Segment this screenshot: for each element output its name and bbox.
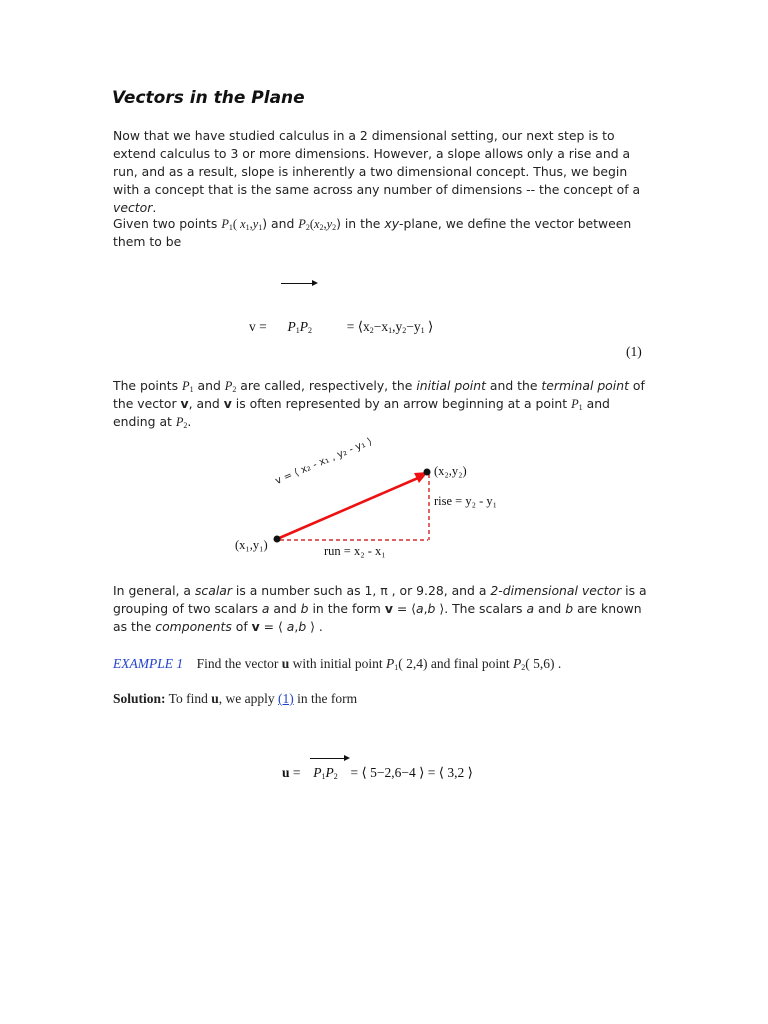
sub: 2 xyxy=(319,223,324,232)
sub: 2 xyxy=(305,223,310,232)
terminal-point-dot xyxy=(424,469,431,476)
given-text: -plane, we define the vector between them to be xyxy=(113,216,632,249)
v-symbol: v xyxy=(180,396,189,411)
example-text: ( 2,4) and final point xyxy=(398,656,513,671)
handwritten-vector-label: v = ⟨ x₂ - x₁ , y₂ - y₁ ⟩ xyxy=(273,436,374,487)
points-text: The points xyxy=(113,378,182,393)
solution-label: Solution: xyxy=(113,691,166,706)
terminal-point-term: terminal point xyxy=(541,378,629,393)
2d-vector-term: 2-dimensional vector xyxy=(490,583,622,598)
eq2-p2: P xyxy=(325,765,334,780)
eq2-rhs: = ⟨ 5−2,6−4 ⟩ = ⟨ 3,2 ⟩ xyxy=(350,765,473,780)
eq1-rhs-part: −x xyxy=(373,319,389,334)
solution-text: To find xyxy=(165,691,212,706)
vector-arrowhead-icon xyxy=(344,755,350,761)
p1-symbol: P xyxy=(571,397,579,411)
vector-arrow-line xyxy=(281,283,313,284)
vector-arrow-line-2 xyxy=(310,758,345,759)
sub: 2 xyxy=(308,326,312,335)
given-text: ) in the xyxy=(336,216,385,231)
example-1 xyxy=(113,655,653,673)
vector-arrowhead-icon xyxy=(312,280,318,286)
points-text: of the vector xyxy=(113,378,645,411)
initial-point-dot xyxy=(274,536,281,543)
p1-symbol: P xyxy=(386,656,395,671)
eq1-rhs-part: = ⟨x xyxy=(346,319,370,334)
eq1-rhs-part: ,y xyxy=(392,319,403,334)
given-text: , xyxy=(323,217,327,231)
sub: 2 xyxy=(232,385,237,394)
a-symbol: a xyxy=(526,601,535,616)
eq1-p2: P xyxy=(299,319,308,334)
general-text: is a grouping of two scalars xyxy=(113,583,647,616)
points-text: . xyxy=(187,414,192,429)
given-text: ( xyxy=(309,217,314,231)
vector-diagram xyxy=(220,436,540,570)
terminal-point-label: (x₂,y₂) xyxy=(434,464,467,478)
general-text: and xyxy=(269,601,301,616)
points-text: is often represented by an arrow beginning at a point xyxy=(231,396,572,411)
example-text: with initial point xyxy=(289,656,386,671)
initial-point-term: initial point xyxy=(416,378,486,393)
sub: 1 xyxy=(245,223,250,232)
x2-symbol: x xyxy=(313,217,320,231)
sub: 2 xyxy=(369,326,374,335)
components-term: components xyxy=(155,619,232,634)
eq1-p1: P xyxy=(287,319,296,334)
run-label: run = x₂ - x₁ xyxy=(324,544,386,558)
sub: 1 xyxy=(258,223,263,232)
points-text: and xyxy=(193,378,225,393)
p1-symbol: P xyxy=(181,379,190,393)
general-text: In general, a xyxy=(113,583,195,598)
p2-symbol: P xyxy=(175,415,184,429)
given-text: Given two points xyxy=(113,216,222,231)
general-text: , xyxy=(294,619,299,634)
y2-symbol: y xyxy=(326,217,333,231)
general-text: of xyxy=(231,619,252,634)
u-symbol: u xyxy=(281,656,290,671)
sub: 2 xyxy=(521,663,526,672)
general-text: = ⟨ xyxy=(259,619,287,634)
p2-symbol: P xyxy=(512,656,522,671)
sub: 2 xyxy=(332,223,337,232)
general-text: ⟩ . xyxy=(306,619,323,634)
general-text: is a number such as 1, xyxy=(231,583,381,598)
points-paragraph xyxy=(113,377,653,431)
equation-1 xyxy=(249,319,433,335)
a-symbol: a xyxy=(416,601,424,616)
eq1-lhs: v = xyxy=(249,319,267,334)
intro-end: . xyxy=(152,200,157,215)
general-text: are known as the xyxy=(113,601,642,634)
solution xyxy=(113,690,653,708)
rise-label: rise = y₂ - y₁ xyxy=(434,494,497,508)
intro-text: Now that we have studied calculus in a 2 dimensional setting, our next step is to extend calculus to 3 or more dimensions. However, a slope allows only a rise and a run, and as a result, slope is inherently a two dimensional concept. Thus, we begin with a concept that is the same across any number of dimensions -- the concept of a xyxy=(113,128,641,197)
v-symbol: v xyxy=(223,396,232,411)
x1-symbol: x xyxy=(240,217,246,231)
sub: 1 xyxy=(295,326,300,335)
sub: 1 xyxy=(189,385,194,394)
eq2-equals: = xyxy=(289,765,304,780)
vector-arrow-line xyxy=(277,478,418,539)
intro-paragraph xyxy=(113,127,653,217)
sub: 1 xyxy=(321,772,326,781)
general-text: , xyxy=(423,601,428,616)
v-symbol: v xyxy=(251,619,260,634)
b-symbol: b xyxy=(300,601,309,616)
eq1-rhs-part: ⟩ xyxy=(424,319,434,334)
eq1-rhs-part: −y xyxy=(406,319,421,334)
equation-1-link[interactable]: (1) xyxy=(277,691,294,706)
general-text: in the form xyxy=(308,601,385,616)
eq2-u: u xyxy=(282,765,290,780)
general-text: ⟩. The scalars xyxy=(435,601,527,616)
b-symbol: b xyxy=(565,601,574,616)
b-symbol: b xyxy=(298,619,307,634)
sub: 1 xyxy=(394,663,399,672)
pi-symbol: π xyxy=(380,583,388,598)
general-text: and xyxy=(534,601,566,616)
scalar-term: scalar xyxy=(194,583,232,598)
equation-number: (1) xyxy=(626,344,642,359)
v-symbol: v xyxy=(384,601,393,616)
example-text: Find the vector xyxy=(183,656,282,671)
eq1-rhs xyxy=(347,319,434,334)
sub: 1 xyxy=(388,326,393,335)
general-text: , or 9.28, and a xyxy=(387,583,491,598)
general-paragraph xyxy=(113,582,653,636)
given-text: , xyxy=(249,217,253,231)
page-title: Vectors in the Plane xyxy=(112,88,305,108)
eq2-p1: P xyxy=(313,765,322,780)
xy-term: xy xyxy=(384,216,400,231)
p1-symbol: P xyxy=(221,217,229,231)
initial-point-label: (x₁,y₁) xyxy=(235,538,268,552)
solution-text: , we apply xyxy=(218,691,278,706)
points-text: and the xyxy=(485,378,542,393)
equation-2 xyxy=(282,765,473,781)
vector-term: vector xyxy=(113,200,153,215)
points-text: and ending at xyxy=(113,396,610,429)
given-paragraph xyxy=(113,215,653,251)
solution-text: in the form xyxy=(293,691,358,706)
sub: 1 xyxy=(578,403,583,412)
sub: 1 xyxy=(228,223,233,232)
b-symbol: b xyxy=(427,601,436,616)
example-text: ( 5,6) . xyxy=(525,656,562,671)
a-symbol: a xyxy=(286,619,295,634)
example-label: EXAMPLE 1 xyxy=(113,656,184,671)
a-symbol: a xyxy=(261,601,270,616)
points-text: are called, respectively, the xyxy=(236,378,417,393)
given-text: ( xyxy=(232,217,241,231)
sub: 2 xyxy=(402,326,407,335)
y1-symbol: y xyxy=(252,217,259,231)
points-text: , and xyxy=(188,396,224,411)
general-text: = ⟨ xyxy=(392,601,416,616)
u-symbol: u xyxy=(211,691,219,706)
sub: 2 xyxy=(183,421,188,430)
sub: 1 xyxy=(420,326,425,335)
p2-symbol: P xyxy=(298,217,306,231)
given-text: ) and xyxy=(262,216,299,231)
sub: 2 xyxy=(333,772,338,781)
p2-symbol: P xyxy=(224,379,233,393)
